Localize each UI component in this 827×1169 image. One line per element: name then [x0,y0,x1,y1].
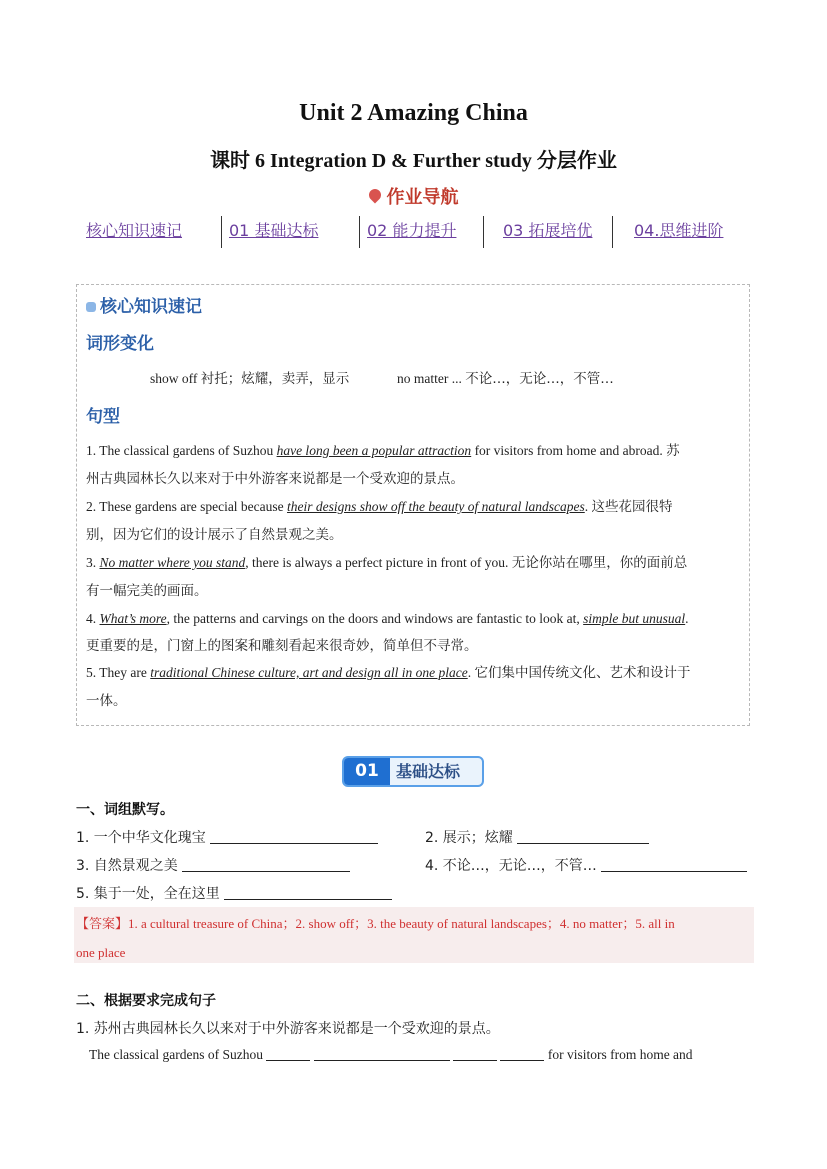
knowledge-heading [86,292,202,317]
sentence-cn: 有一幅完美的画面。 [86,583,208,599]
answer-blank[interactable] [314,1046,358,1061]
location-pin-icon [366,187,383,204]
answer-blank[interactable] [358,1046,404,1061]
nav-link-basic[interactable]: 01 基础达标 [229,221,319,240]
section-banner-01 [342,756,484,787]
vocab-cn: 衬托；炫耀，卖弄，显示 [200,371,350,387]
fill-item [425,855,747,875]
sentence-underlined: No matter where you stand [99,555,246,570]
page-subtitle: 课时 6 Integration D & Further study 分层作业 [210,150,617,172]
fill-prompt: 5. 集于一处，全在这里 [76,886,220,902]
question-en-text: The classical gardens of Suzhou [89,1047,263,1062]
sentence-text: 1. The classical gardens of Suzhou [86,443,277,458]
sentence-cn: 州古典园林长久以来对于中外游客来说都是一个受欢迎的景点。 [86,471,464,487]
question-heading: 二、根据要求完成句子 [76,993,216,1009]
heading-badge-icon [86,302,96,312]
sentence-cn: 更重要的是，门窗上的图案和雕刻看起来很奇妙，简单但不寻常。 [86,638,478,654]
sentence-item [86,605,740,660]
sentence-text: . [685,611,689,626]
question-en [89,1046,749,1063]
sentence-text: 3. [86,555,100,570]
sentence-item [86,659,740,715]
fill-item [425,827,649,847]
answer-blank[interactable] [224,885,392,900]
answer-blank[interactable] [210,829,378,844]
fill-item [76,827,378,847]
sentence-item [86,549,740,605]
sentence-text: , there is always a perfect picture in front of you. [245,555,512,570]
sentence-underlined: traditional Chinese culture, art and design all in one place [150,665,468,680]
answer-blank[interactable] [266,1046,310,1061]
nav-title-text: 作业导航 [386,187,459,208]
sentence-cn: 这些花园很特 [591,499,673,515]
sentence-underlined: What’s more [99,611,167,626]
nav-divider [221,216,222,248]
fill-prompt: 3. 自然景观之美 [76,858,178,874]
vocab-en: show off [150,371,198,386]
sentence-text: . [467,665,475,680]
question-en-text: for visitors from home and [547,1047,693,1062]
sentence-text: 2. These gardens are special because [86,499,288,514]
vocab-item [397,367,614,387]
answer-blank[interactable] [182,857,350,872]
sentence-underlined: simple but unusual [583,611,686,626]
nav-link-extension[interactable]: 03 拓展培优 [503,221,593,240]
sentence-heading: 句型 [86,407,120,427]
vocab-en: no matter ... [397,371,462,386]
answer-text [76,910,752,967]
sentence-cn: 一体。 [86,693,127,709]
nav-title [0,183,827,209]
sentence-cn: 别，因为它们的设计展示了自然景观之美。 [86,527,343,543]
sentence-underlined: their designs show off the beauty of natural landscapes [287,499,585,514]
sentence-cn: 无论你站在哪里，你的面前总 [511,555,688,571]
question-cn: 1. 苏州古典园林长久以来对于中外游客来说都是一个受欢迎的景点。 [76,1021,500,1037]
answer-blank[interactable] [500,1046,544,1061]
fill-item [76,855,350,875]
fill-prompt: 1. 一个中华文化瑰宝 [76,830,206,846]
section-number: 01 [344,758,390,785]
nav-divider [483,216,484,248]
sentence-item [86,493,740,549]
nav-link-core-knowledge[interactable]: 核心知识速记 [86,221,183,240]
sentence-text: 5. They are [86,665,151,680]
sentence-text: 4. [86,611,100,626]
answer-blank[interactable] [601,857,747,872]
answer-tag: 【答案】 [76,917,129,932]
answer-blank[interactable] [517,829,649,844]
fill-prompt: 2. 展示；炫耀 [425,830,513,846]
sentence-text: . [584,499,592,514]
nav-divider [612,216,613,248]
question-heading: 一、词组默写。 [76,802,174,818]
answer-line: 1. a cultural treasure of China；2. show off；3. the beauty of natural landscapes；4. no matter；5. all in [128,916,675,931]
answer-blank[interactable] [453,1046,497,1061]
sentence-item [86,437,740,493]
sentence-cn: 苏 [666,443,680,459]
answer-line: one place [76,945,126,960]
sentence-text: for visitors from home and abroad. [471,443,667,458]
knowledge-heading-text: 核心知识速记 [100,297,202,317]
sentence-cn: 它们集中国传统文化、艺术和设计于 [474,665,691,681]
vocab-heading: 词形变化 [86,334,154,354]
fill-item [76,883,392,903]
nav-divider [359,216,360,248]
fill-prompt: 4. 不论…，无论…，不管… [425,858,597,874]
sentence-text: , the patterns and carvings on the doors and windows are fantastic to look at, [166,611,584,626]
sentence-underlined: have long been a popular attraction [276,443,472,458]
answer-blank[interactable] [404,1046,450,1061]
nav-link-thinking[interactable]: 04.思维进阶 [634,221,724,240]
page-title: Unit 2 Amazing China [299,100,528,126]
section-label: 基础达标 [396,762,461,781]
vocab-item [150,367,349,387]
nav-link-ability[interactable]: 02 能力提升 [367,221,457,240]
vocab-cn: 不论…，无论…，不管… [465,371,614,387]
